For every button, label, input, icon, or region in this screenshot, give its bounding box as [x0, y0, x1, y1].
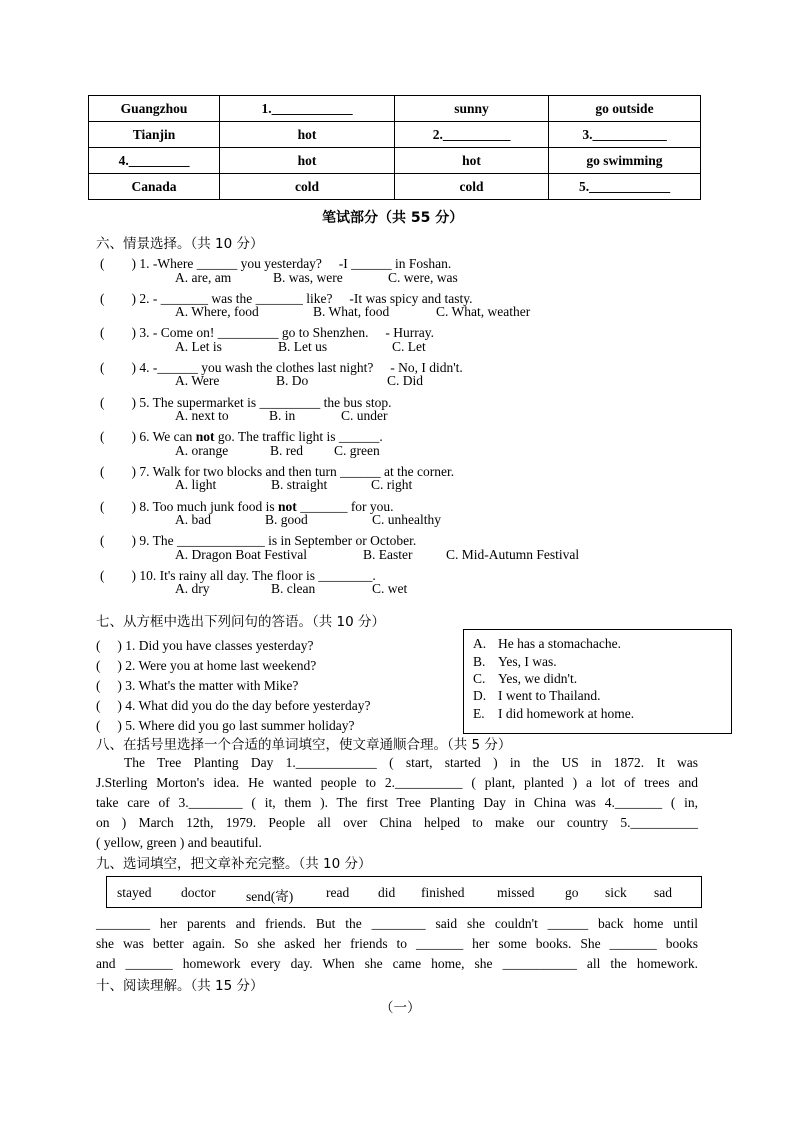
answer-text: He has a stomachache.	[498, 636, 621, 651]
word-bank-item: doctor	[181, 885, 216, 900]
question-6-8	[100, 495, 394, 515]
passage-number: （一）	[380, 1000, 421, 1016]
word-bank-item: missed	[497, 885, 535, 900]
question-text: go. The traffic light is ______.	[214, 429, 383, 444]
table-row	[89, 122, 701, 148]
word-bank-item: go	[565, 885, 579, 900]
option: B. clean	[271, 581, 316, 596]
table-cell: 5.____________	[549, 174, 701, 200]
word-bank-item: sad	[654, 885, 672, 900]
table-row	[89, 96, 701, 122]
option: C. unhealthy	[372, 512, 441, 527]
table-cell: go outside	[549, 96, 701, 122]
word-bank-item: sick	[605, 885, 627, 900]
question-6-2: ( ) 2. - _______ was the _______ like? -It was spicy and tasty.	[100, 291, 473, 306]
table-cell: sunny	[395, 96, 549, 122]
option: C. were, was	[388, 270, 458, 285]
option: A. next to	[175, 408, 229, 423]
question-6-9: ( ) 9. The _____________ is in September or October.	[100, 533, 417, 548]
question-6-4: ( ) 4. -______ you wash the clothes last night? - No, I didn't.	[100, 360, 463, 375]
question-text: _______ for you.	[296, 499, 394, 514]
table-cell: hot	[220, 122, 395, 148]
option: B. What, food	[313, 304, 390, 319]
fill-passage	[96, 914, 698, 974]
section-6-title: 六、情景选择。（共 10 分）	[96, 236, 264, 252]
passage-line: take care of 3.________ ( it, them ). The first Tree Planting Day in China was 4._______ ( in,	[96, 795, 698, 810]
option: C. Let	[392, 339, 426, 354]
table-cell: cold	[395, 174, 549, 200]
answer-letter: E.	[473, 706, 485, 721]
table-row	[89, 148, 701, 174]
option: B. in	[269, 408, 296, 423]
question-text: ( ) 8. Too much junk food is	[100, 499, 279, 514]
answer-box	[463, 629, 732, 734]
question-6-1: ( ) 1. -Where ______ you yesterday? -I ______ in Foshan.	[100, 256, 452, 271]
option: C. green	[334, 443, 380, 458]
passage-line: and _______ homework every day. When she came home, she ___________ all the homework.	[96, 956, 698, 971]
option: A. are, am	[175, 270, 232, 285]
passage-line: ________ her parents and friends. But the ________ said she couldn't ______ back home until	[96, 916, 698, 931]
question-6-7: ( ) 7. Walk for two blocks and then turn ______ at the corner.	[100, 464, 455, 479]
written-section-title: 笔试部分（共 55 分）	[322, 210, 464, 226]
option: C. under	[341, 408, 388, 423]
word-bank-item: stayed	[117, 885, 152, 900]
section-9-title: 九、选词填空，把文章补充完整。（共 10 分）	[96, 856, 372, 872]
table-row	[89, 174, 701, 200]
option: B. good	[265, 512, 308, 527]
table-cell: go swimming	[549, 148, 701, 174]
option: B. red	[270, 443, 303, 458]
question-6-6	[100, 425, 383, 445]
option: A. Dragon Boat Festival	[175, 547, 307, 562]
passage-line: on ) March 12th, 1979. People all over China helped to make our country 5.__________	[96, 815, 698, 830]
matching-question: ( ) 4. What did you do the day before yesterday?	[96, 698, 371, 713]
table-cell: hot	[395, 148, 549, 174]
table-cell: 4._________	[89, 148, 220, 174]
option: B. straight	[271, 477, 328, 492]
question-6-5: ( ) 5. The supermarket is _________ the bus stop.	[100, 395, 392, 410]
option: A. Where, food	[175, 304, 259, 319]
answer-text: Yes, we didn't.	[498, 671, 578, 686]
word-bank-item: send(寄)	[246, 889, 294, 904]
option: A. dry	[175, 581, 210, 596]
matching-question: ( ) 5. Where did you go last summer holiday?	[96, 718, 355, 733]
section-8-title: 八、在括号里选择一个合适的单词填空，使文章通顺合理。（共 5 分）	[96, 737, 512, 753]
table-cell: Canada	[89, 174, 220, 200]
option: C. Mid-Autumn Festival	[446, 547, 580, 562]
option: B. Easter	[363, 547, 413, 562]
answer-letter: A.	[473, 636, 487, 651]
emphasis-text: not	[278, 499, 297, 514]
option: C. wet	[372, 581, 408, 596]
question-6-10: ( ) 10. It's rainy all day. The floor is ________.	[100, 568, 376, 583]
passage-line: The Tree Planting Day 1.____________ ( start, started ) in the US in 1872. It was	[124, 755, 698, 770]
answer-letter: D.	[473, 688, 487, 703]
weather-table	[88, 95, 701, 200]
answer-text: I did homework at home.	[498, 706, 635, 721]
table-cell: cold	[220, 174, 395, 200]
word-bank-item: did	[378, 885, 396, 900]
option: B. Do	[276, 373, 309, 388]
table-cell: hot	[220, 148, 395, 174]
answer-letter: B.	[473, 654, 486, 669]
passage-line: J.Sterling Morton's idea. He wanted people to 2.__________ ( plant, planted ) a lot of trees and	[96, 775, 698, 790]
word-bank	[106, 876, 702, 908]
table-cell: 3.___________	[549, 122, 701, 148]
answer-letter: C.	[473, 671, 486, 686]
table-cell: 2.__________	[395, 122, 549, 148]
answer-text: Yes, I was.	[498, 654, 557, 669]
option: A. Were	[175, 373, 220, 388]
option: B. Let us	[278, 339, 328, 354]
passage-line: she was better again. So she asked her friends to _______ her some books. She _______ books	[96, 936, 698, 951]
question-text: ( ) 6. We can	[100, 429, 196, 444]
matching-question: ( ) 1. Did you have classes yesterday?	[96, 638, 314, 653]
option: B. was, were	[273, 270, 343, 285]
option: C. right	[371, 477, 413, 492]
word-bank-item: read	[326, 885, 350, 900]
answer-text: I went to Thailand.	[498, 688, 601, 703]
matching-question: ( ) 2. Were you at home last weekend?	[96, 658, 317, 673]
word-bank-item: finished	[421, 885, 465, 900]
table-cell: Tianjin	[89, 122, 220, 148]
option: C. What, weather	[436, 304, 531, 319]
table-cell: Guangzhou	[89, 96, 220, 122]
passage-line: ( yellow, green ) and beautiful.	[96, 835, 262, 850]
option: C. Did	[387, 373, 424, 388]
table-cell: 1.____________	[220, 96, 395, 122]
question-6-3: ( ) 3. - Come on! _________ go to Shenzhen. - Hurray.	[100, 325, 434, 340]
option: A. orange	[175, 443, 229, 458]
section-10-title: 十、阅读理解。（共 15 分）	[96, 978, 264, 994]
emphasis-text: not	[195, 429, 215, 444]
option: A. bad	[175, 512, 211, 527]
section-7-title: 七、从方框中选出下列问句的答语。（共 10 分）	[96, 614, 386, 630]
option: A. Let is	[175, 339, 222, 354]
option: A. light	[175, 477, 217, 492]
matching-question: ( ) 3. What's the matter with Mike?	[96, 678, 299, 693]
cloze-passage	[96, 753, 698, 853]
